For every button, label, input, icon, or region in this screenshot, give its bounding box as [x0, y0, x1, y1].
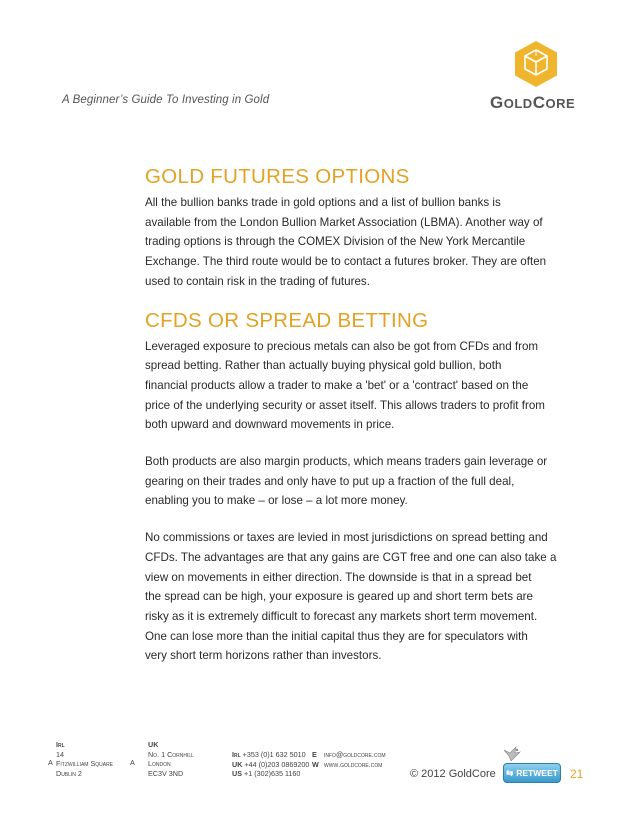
retweet-icon: ⇆	[506, 767, 514, 778]
address-marker: A	[130, 758, 135, 767]
paragraph: No commissions or taxes are levied in most jurisdictions on spread betting and CFDs. The advantages are that any gains are CGT free and one can also take a view on movements in either direction. The downside is that in a spread bet the spread can be high, your exposure is geared up and short term bets are risky as it is extremely difficult to forecast any markets short term movement. One can lose more than the initial capital thus they are for speculators with very short term horizons rather than investors.	[145, 531, 557, 663]
section-heading: CFDS OR SPREAD BETTING	[145, 308, 429, 332]
paragraph: All the bullion banks trade in gold options and a list of bullion banks is available from the London Bullion Market Association (LBMA). Another way of trading options is through the COMEX Division of the New York Mercantile Exchange. The third route would be to contact a futures broker. They are often used to contain risk in the trading of futures.	[145, 196, 547, 288]
phone-numbers: Irl +353 (0)1 632 5010 UK +44 (0)203 0869200 US +1 (302)635 1160	[232, 750, 310, 778]
page-number: 21	[570, 767, 584, 781]
section-cfds-spread-betting	[145, 308, 590, 667]
copyright: © 2012 GoldCore	[410, 768, 496, 780]
contact-labels: E W	[312, 750, 319, 769]
retweet-button[interactable]: ⇆ RETWEET	[503, 763, 561, 783]
website-link[interactable]: www.goldcore.com	[324, 759, 383, 769]
address-ireland: Irl 14 Fitzwilliam Square Dublin 2	[56, 740, 114, 778]
paragraph: Both products are also margin products, which means traders gain leverage or gearing on their trades and only have to put up a fraction of the full deal, enabling you to make – or lose – a lot more money.	[145, 455, 548, 508]
address-marker: A	[48, 758, 53, 767]
page-footer	[0, 740, 638, 800]
contact-info	[324, 750, 386, 769]
paragraph: Leveraged exposure to precious metals can also be got from CFDs and from spread betting. Rather than actually buying physical gold bullion, both financial products allow a trader to make a 'bet' or a 'contract' based on the price of the underlying security or asset itself. This allows traders to profit from both upward and downward movements in price.	[145, 339, 545, 432]
document-subtitle: A Beginner’s Guide To Investing in Gold	[62, 94, 270, 106]
main-content	[145, 164, 590, 666]
section-gold-futures-options	[145, 164, 590, 292]
brand-wordmark: GOLDCORE	[490, 93, 576, 112]
gold-cube-icon	[514, 40, 558, 88]
goldcore-logo	[488, 40, 598, 112]
twitter-bird-icon	[501, 744, 525, 764]
email-link[interactable]: info@goldcore.com	[324, 750, 386, 759]
address-uk: UK No. 1 Cornhill London EC3V 3ND	[148, 740, 194, 778]
section-heading: GOLD FUTURES OPTIONS	[145, 165, 410, 188]
